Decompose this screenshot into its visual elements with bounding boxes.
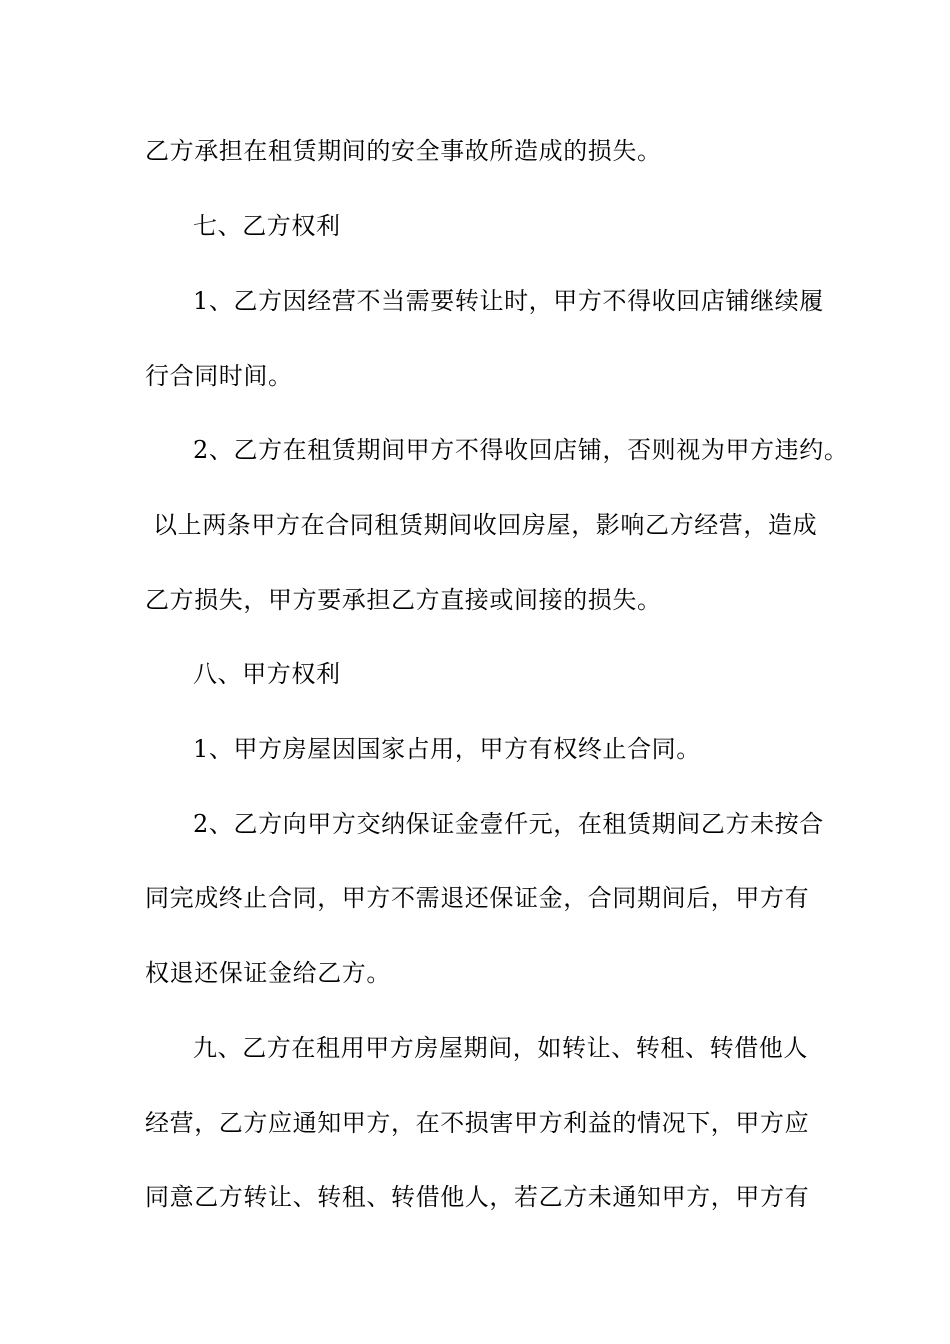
paragraph-line: 1、乙方因经营不当需要转让时，甲方不得收回店铺继续履	[193, 287, 824, 315]
paragraph-line: 权退还保证金给乙方。	[145, 959, 391, 987]
paragraph-line: 乙方损失，甲方要承担乙方直接或间接的损失。	[145, 586, 662, 614]
paragraph-line: 2、乙方在租赁期间甲方不得收回店铺，否则视为甲方违约。	[193, 436, 849, 464]
section-heading-nine: 九、乙方在租用甲方房屋期间，如转让、转租、转借他人	[193, 1034, 808, 1062]
paragraph-line: 行合同时间。	[145, 362, 293, 390]
section-heading-seven: 七、乙方权利	[193, 212, 341, 240]
paragraph-line: 2、乙方向甲方交纳保证金壹仟元，在租赁期间乙方未按合	[193, 810, 824, 838]
paragraph-line: 经营，乙方应通知甲方，在不损害甲方利益的情况下，甲方应	[145, 1109, 810, 1137]
paragraph-line: 1、甲方房屋因国家占用，甲方有权终止合同。	[193, 735, 701, 763]
paragraph-line: 同完成终止合同，甲方不需退还保证金，合同期间后，甲方有	[145, 884, 810, 912]
paragraph-line: 同意乙方转让、转租、转借他人，若乙方未通知甲方，甲方有	[145, 1183, 810, 1211]
paragraph-line: 乙方承担在租赁期间的安全事故所造成的损失。	[145, 137, 662, 165]
section-heading-eight: 八、甲方权利	[193, 660, 341, 688]
paragraph-line: 以上两条甲方在合同租赁期间收回房屋，影响乙方经营，造成	[153, 511, 818, 539]
